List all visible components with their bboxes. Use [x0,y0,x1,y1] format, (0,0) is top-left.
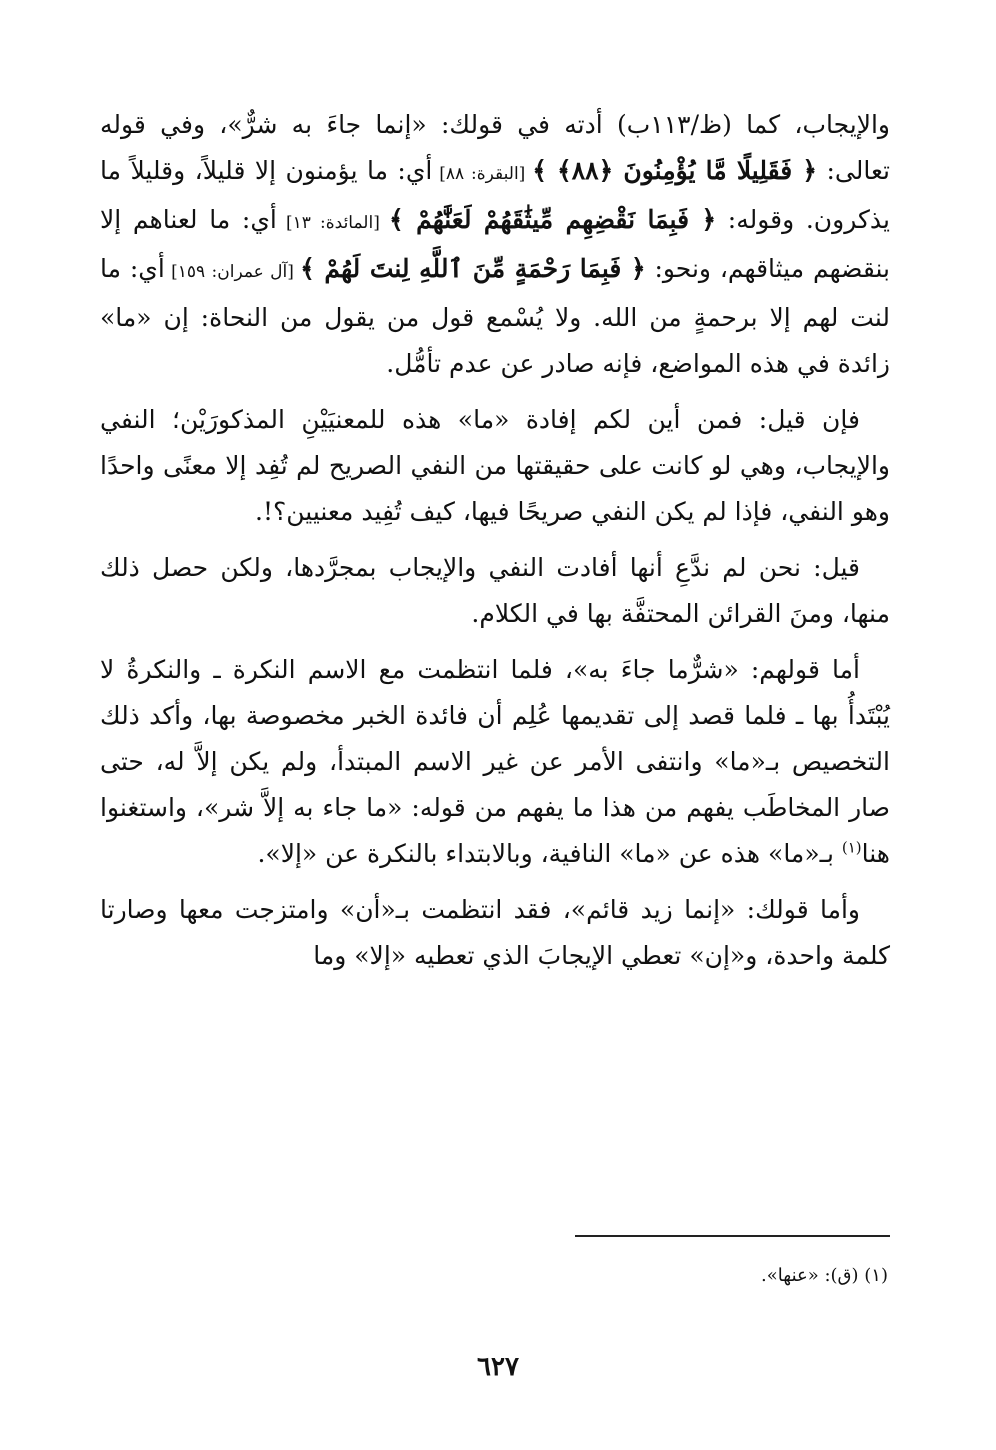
verse-reference: [آل عمران: ١٥٩] [164,262,301,282]
quran-verse: ﴿ فَبِمَا رَحْمَةٍ مِّنَ ٱللَّهِ لِنتَ لَهُمْ ﴾ [300,254,646,283]
verse-reference: [المائدة: ١٣] [276,213,389,233]
paragraph-3: قيل: نحن لم ندَّعِ أنها أفادت النفي والإيجاب بمجرَّدها، ولكن حصل ذلك منها، ومنَ القرائن المحتفَّة بها في الكلام. [100,553,890,628]
quran-verse: ﴿ فَقَلِيلًا مَّا يُؤْمِنُونَ ﴿٨٨﴾ ﴾ [532,156,818,185]
paragraph-1 [100,102,890,387]
quran-verse: ﴿ فَبِمَا نَقْضِهِم مِّيثَٰقَهُمْ لَعَنَّٰهُمْ ﴾ [388,205,717,234]
text-segment: أي: ما لنت لهم إلا برحمةٍ من الله. ولا يُسْمع قول من يقول من النحاة: إن «ما» زائدة في هذه المواضع، فإنه صادر عن عدم تأمُّل. [100,254,890,378]
main-text [100,102,890,989]
paragraph-4 [100,647,890,877]
text-segment: أي: ما لعناهم إلا بنقضهم ميثاقهم، ونحو: [100,205,890,283]
footnote-divider [575,1235,890,1237]
text-segment: بـ«ما» هذه عن «ما» النافية، وبالابتداء بالنكرة عن «إلا». [257,839,842,868]
paragraph-2: فإن قيل: فمن أين لكم إفادة «ما» هذه للمعنيَيْنِ المذكورَيْن؛ النفي والإيجاب، وهي لو كانت على حقيقتها من النفي الصريح لم تُفِد إلا معنًى واحدًا وهو النفي، فإذا لم يكن النفي صريحًا فيها، كيف تُفِيد معنيين؟!. [100,405,890,526]
text-segment: أي: ما يؤمنون إلا قليلاً، وقليلاً ما يذكرون. وقوله: [100,156,891,234]
footnote-marker: (١) [841,838,862,857]
paragraph-5: وأما قولك: «إنما زيد قائم»، فقد انتظمت بـ«أن» وامتزجت معها وصارتا كلمة واحدة، و«إن» تعطي الإيجابَ الذي تعطيه «إلا» وما [100,895,890,970]
page-number: ٦٢٧ [477,1352,519,1382]
text-segment: أما قولهم: «شرٌّما جاءَ به»، فلما انتظمت مع الاسم النكرة ـ والنكرةُ لا يُبْتَدأُ بها ـ فلما قصد إلى تقديمها عُلِم أن فائدة الخبر مخصوصة بها، وأكد ذلك التخصيص بـ«ما» وانتفى الأمر عن غير الاسم المبتدأ، ولم يكن إلاَّ له، حتى صار المخاطَب يفهم من هذا ما يفهم من قوله: «ما جاء به إلاَّ شر»، واستغنوا هنا [100,655,890,868]
footnote: (١) (ق): «عنها». [761,1265,888,1286]
verse-reference: [البقرة: ٨٨] [432,164,533,184]
text-segment: والإيجاب، كما (ظ/١١٣ب) أدته في قولك: «إنما جاءَ به شرٌّ»، وفي قوله تعالى: [100,110,890,185]
